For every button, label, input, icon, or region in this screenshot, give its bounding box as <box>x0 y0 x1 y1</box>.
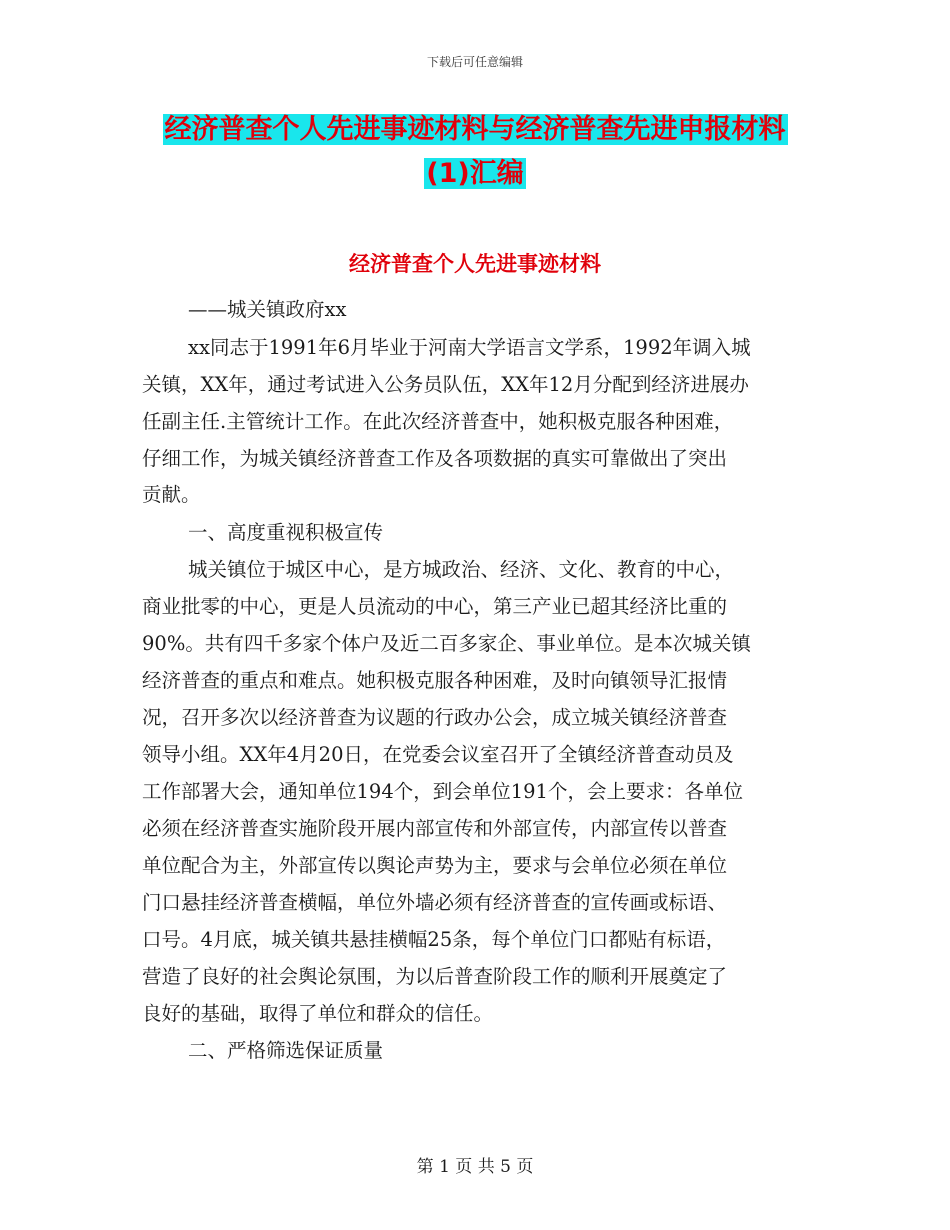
paragraph-line: 良好的基础，取得了单位和群众的信任。 <box>142 1002 494 1025</box>
paragraph-line: 单位配合为主，外部宣传以舆论声势为主，要求与会单位必须在单位 <box>142 854 728 877</box>
author-line: ——城关镇政府xx <box>188 298 347 321</box>
page-number: 第 1 页 共 5 页 <box>416 1157 534 1177</box>
header-note: 下载后可任意编辑 <box>426 55 523 69</box>
paragraph-line: 90%。共有四千多家个体户及近二百多家企、事业单位。是本次城关镇 <box>142 632 751 655</box>
paragraph-line: 况，召开多次以经济普查为议题的行政办公会，成立城关镇经济普查 <box>142 706 728 729</box>
paragraph-line: 仔细工作，为城关镇经济普查工作及各项数据的真实可靠做出了突出 <box>142 447 728 470</box>
document-title-line-2 <box>0 154 950 194</box>
paragraph-line: 必须在经济普查实施阶段开展内部宣传和外部宣传，内部宣传以普查 <box>142 817 728 840</box>
paragraph-line: 工作部署大会，通知单位194个，到会单位191个，会上要求：各单位 <box>142 780 743 803</box>
paragraph-line: 城关镇位于城区中心，是方城政治、经济、文化、教育的中心， <box>188 558 735 581</box>
paragraph-line: 营造了良好的社会舆论氛围，为以后普查阶段工作的顺利开展奠定了 <box>142 965 728 988</box>
paragraph-line: 领导小组。XX年4月20日，在党委会议室召开了全镇经济普查动员及 <box>142 743 734 766</box>
section-heading: 二、严格筛选保证质量 <box>188 1039 384 1062</box>
paragraph-line: 经济普查的重点和难点。她积极克服各种困难，及时向镇领导汇报情 <box>142 669 728 692</box>
paragraph-line: 关镇，XX年，通过考试进入公务员队伍，XX年12月分配到经济进展办 <box>142 373 749 396</box>
title-line-2-text: (1)汇编 <box>426 158 524 189</box>
title-line-1-text: 经济普查个人先进事迹材料与经济普查先进申报材料 <box>164 114 786 145</box>
paragraph-line: 贡献。 <box>142 483 201 506</box>
section-heading: 一、高度重视积极宣传 <box>188 521 384 544</box>
paragraph-line: 商业批零的中心，更是人员流动的中心，第三产业已超其经济比重的 <box>142 595 728 618</box>
paragraph-line: 门口悬挂经济普查横幅，单位外墙必须有经济普查的宣传画或标语、 <box>142 891 728 914</box>
paragraph-line: 任副主任.主管统计工作。在此次经济普查中，她积极克服各种困难， <box>142 410 734 433</box>
section-title: 经济普查个人先进事迹材料 <box>349 252 601 276</box>
paragraph-line: xx同志于1991年6月毕业于河南大学语言文学系，1992年调入城 <box>188 336 751 359</box>
paragraph-line: 口号。4月底，城关镇共悬挂横幅25条，每个单位门口都贴有标语， <box>142 928 726 951</box>
document-title-line-1 <box>0 110 950 150</box>
